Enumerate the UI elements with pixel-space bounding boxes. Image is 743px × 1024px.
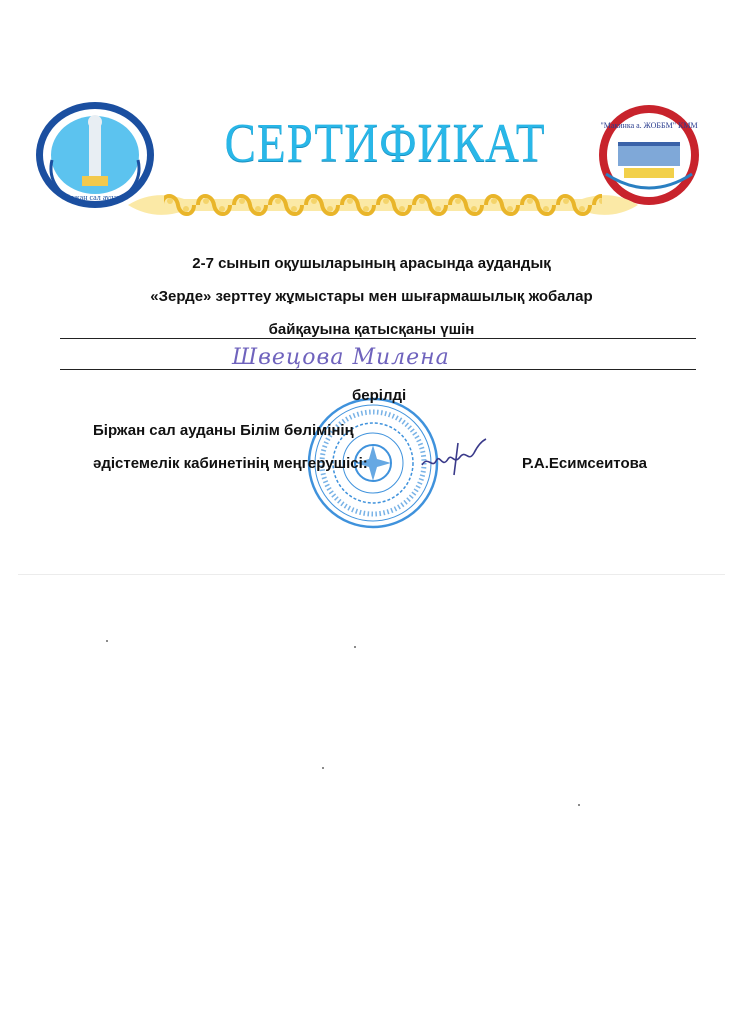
school-logo-text: "Макинка а. ЖОББМ" КММ [600, 121, 698, 130]
issued-label: берілді [352, 387, 407, 404]
signer-name: Р.А.Есимсеитова [522, 455, 647, 472]
signature [418, 435, 490, 479]
certificate-title: СЕРТИФИКАТ [224, 112, 546, 173]
scan-speck [106, 640, 108, 642]
signer-title-line-1: Біржан сал ауданы Білім бөлімінің [93, 422, 354, 439]
scan-speck [322, 767, 324, 769]
district-emblem-text: Біржан сал ауданы [63, 193, 127, 202]
rule-bottom [60, 369, 696, 370]
scan-speck [578, 804, 580, 806]
recipient-name: Швецова Милена [232, 345, 450, 370]
description-line-3: байқауына қатысқаны үшін [268, 321, 475, 338]
scan-speck [354, 646, 356, 648]
signer-title-line-2: әдістемелік кабинетінің меңгерушісі: [93, 455, 368, 472]
ornament-band [124, 187, 642, 223]
rule-top [60, 338, 696, 339]
description-line-2: «Зерде» зерттеу жұмыстары мен шығармашылық жобалар [150, 288, 593, 305]
description-line-1: 2-7 сынып оқушыларының арасында аудандық [192, 255, 551, 272]
